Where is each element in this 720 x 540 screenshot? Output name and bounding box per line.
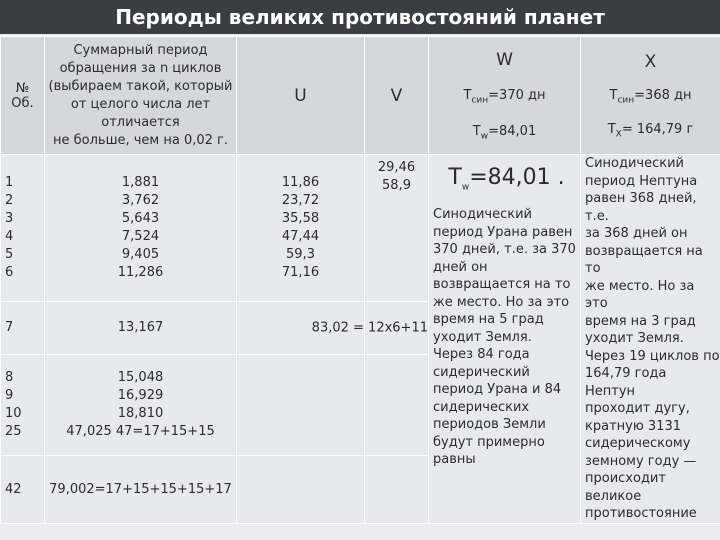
period-value: 1,881 — [121, 174, 160, 190]
header-w-synodic — [429, 88, 580, 106]
period-values — [45, 155, 237, 302]
syn-subscript: син — [617, 95, 635, 106]
u-value: 71,16 — [281, 264, 320, 280]
w-text-line: будут примерно — [433, 434, 545, 450]
header-period-lines — [45, 42, 236, 150]
x-text-line: период Нептуна — [585, 173, 698, 189]
x-text-line: происходит — [585, 471, 666, 486]
row-number-list — [5, 174, 44, 282]
header-x-synodic — [581, 88, 720, 106]
row-number: 1 — [5, 174, 14, 190]
header-w-sidereal-value: =84,01 — [488, 123, 537, 139]
w-text-line: уходит Земля. — [433, 329, 532, 345]
header-x-sidereal-value: = 164,79 г — [621, 121, 694, 137]
t-symbol: T — [448, 165, 462, 190]
v-value: 29,46 — [377, 160, 416, 175]
row-number: 10 — [5, 405, 22, 421]
header-x-synodic-value: =368 дн — [634, 87, 692, 103]
v-value — [365, 456, 429, 523]
w-text-line: дней он — [433, 259, 488, 275]
table-row — [1, 155, 720, 302]
header-period — [45, 37, 237, 155]
x-text-line: время на 3 град — [585, 313, 696, 329]
row-number: 8 — [5, 369, 14, 385]
x-text-line: возвращается на то — [585, 243, 703, 276]
t-symbol: T — [607, 121, 616, 137]
period-value-list — [45, 369, 236, 441]
v-value — [311, 301, 429, 354]
header-v: V — [365, 37, 429, 155]
w-text — [433, 206, 580, 469]
row-numbers — [1, 155, 45, 302]
t-symbol: T — [609, 87, 618, 103]
x-subscript: X — [615, 129, 622, 140]
x-text-line: же место. Но за это — [585, 278, 695, 311]
period-value: 18,810 — [117, 405, 164, 421]
w-text-line: равны — [433, 452, 476, 468]
row-numbers — [1, 354, 45, 455]
w-sidereal-big-value: =84,01 . — [469, 165, 565, 190]
u-value — [237, 354, 365, 455]
header-period-line: отличается — [101, 114, 180, 130]
row-number: 25 — [5, 423, 22, 439]
header-period-line: (выбираем такой, который — [48, 78, 233, 94]
t-symbol: T — [463, 87, 472, 103]
v-formula: 83,02 = 12х6+11 — [311, 320, 428, 336]
row-number: 4 — [5, 228, 14, 244]
w-text-line: возвращается на то — [433, 277, 571, 293]
u-value: 11,86 — [281, 174, 320, 190]
header-period-line: обращения за n циклов — [59, 60, 222, 76]
row-number: 7 — [1, 301, 45, 354]
period-value: 3,762 — [121, 192, 160, 208]
header-period-line: не больше, чем на 0,02 г. — [53, 132, 228, 148]
x-text — [585, 155, 720, 523]
row-number: 6 — [5, 264, 14, 280]
u-value — [237, 456, 365, 523]
t-symbol: T — [472, 123, 481, 139]
header-period-line: Суммарный период — [73, 42, 208, 58]
period-value: 9,405 — [121, 246, 160, 262]
period-value: 15,048 — [117, 369, 164, 385]
w-sidereal-big — [433, 165, 580, 192]
w-text-line: период Урана равен — [433, 224, 573, 240]
x-text-line: проходит дугу, — [585, 401, 690, 416]
u-value: 35,58 — [281, 210, 320, 226]
period-value: 16,929 — [117, 387, 164, 403]
row-number: 9 — [5, 387, 14, 403]
v-values — [365, 155, 429, 302]
v-value-list — [365, 159, 428, 195]
x-description — [581, 155, 720, 524]
x-text-line: за 368 дней он — [585, 226, 688, 241]
w-text-line: сидерический — [433, 364, 530, 380]
syn-subscript: син — [471, 95, 489, 106]
period-value: 13,167 — [45, 301, 237, 354]
u-value: 23,72 — [281, 192, 320, 208]
x-text-line: уходит Земля. — [585, 331, 684, 346]
period-value: 79,002=17+15+15+15+17 — [45, 456, 237, 523]
header-w — [429, 37, 581, 155]
x-text-line: Через 19 циклов по — [585, 348, 720, 364]
x-text-line: кратную 3131 — [585, 418, 681, 434]
row-number: 3 — [5, 210, 14, 226]
header-number: № Об. — [1, 37, 45, 155]
x-text-line: великое — [585, 488, 642, 504]
period-value: 11,286 — [117, 264, 164, 280]
header-u: U — [237, 37, 365, 155]
w-subscript: w — [480, 131, 489, 142]
u-value: 59,3 — [286, 246, 315, 262]
u-value: 47,44 — [281, 228, 320, 244]
x-text-line: сидерическому — [585, 436, 691, 451]
w-text-line: же место. Но за это — [433, 294, 570, 310]
w-text-line: Синодический — [433, 207, 532, 223]
x-text-line: Синодический — [585, 156, 684, 171]
v-value — [365, 354, 429, 455]
header-w-letter: W — [496, 49, 513, 70]
period-value: 5,643 — [121, 210, 160, 226]
w-description — [429, 155, 581, 524]
header-row — [1, 37, 720, 155]
x-text-line: равен 368 дней, т.е. — [585, 191, 697, 224]
header-x — [581, 37, 720, 155]
oppositions-table — [0, 36, 720, 524]
header-w-sidereal — [429, 124, 580, 142]
header-w-synodic-value: =370 дн — [488, 87, 546, 103]
period-value-list — [45, 174, 236, 282]
w-text-line: Через 84 года — [433, 347, 530, 363]
row-number-list — [5, 369, 44, 441]
w-text-line: сидерических — [433, 399, 530, 415]
header-x-sidereal — [581, 122, 720, 140]
period-values — [45, 354, 237, 455]
w-text-line: периодов Земли — [433, 417, 546, 433]
w-text-line: 370 дней, т.е. за 370 — [433, 242, 576, 258]
period-value: 47,025 47=17+15+15 — [66, 423, 215, 439]
x-text-line: 164,79 года Нептун — [585, 366, 667, 399]
row-number: 42 — [1, 456, 45, 523]
period-value: 7,524 — [121, 228, 160, 244]
x-text-line: земному году — — [585, 453, 697, 469]
w-text-line: период Урана и 84 — [433, 382, 562, 398]
row-number: 5 — [5, 246, 14, 262]
w-subscript: w — [461, 182, 470, 193]
header-x-letter: X — [644, 51, 657, 72]
page-title: Периоды великих противостояний планет — [0, 0, 720, 34]
header-period-line: от целого числа лет — [70, 96, 211, 112]
w-text-line: время на 5 град — [433, 312, 544, 328]
x-text-line: противостояние — [585, 506, 697, 521]
row-number: 2 — [5, 192, 14, 208]
v-value: 58,9 — [382, 178, 411, 193]
u-values — [237, 155, 365, 302]
u-value-list — [237, 174, 364, 282]
